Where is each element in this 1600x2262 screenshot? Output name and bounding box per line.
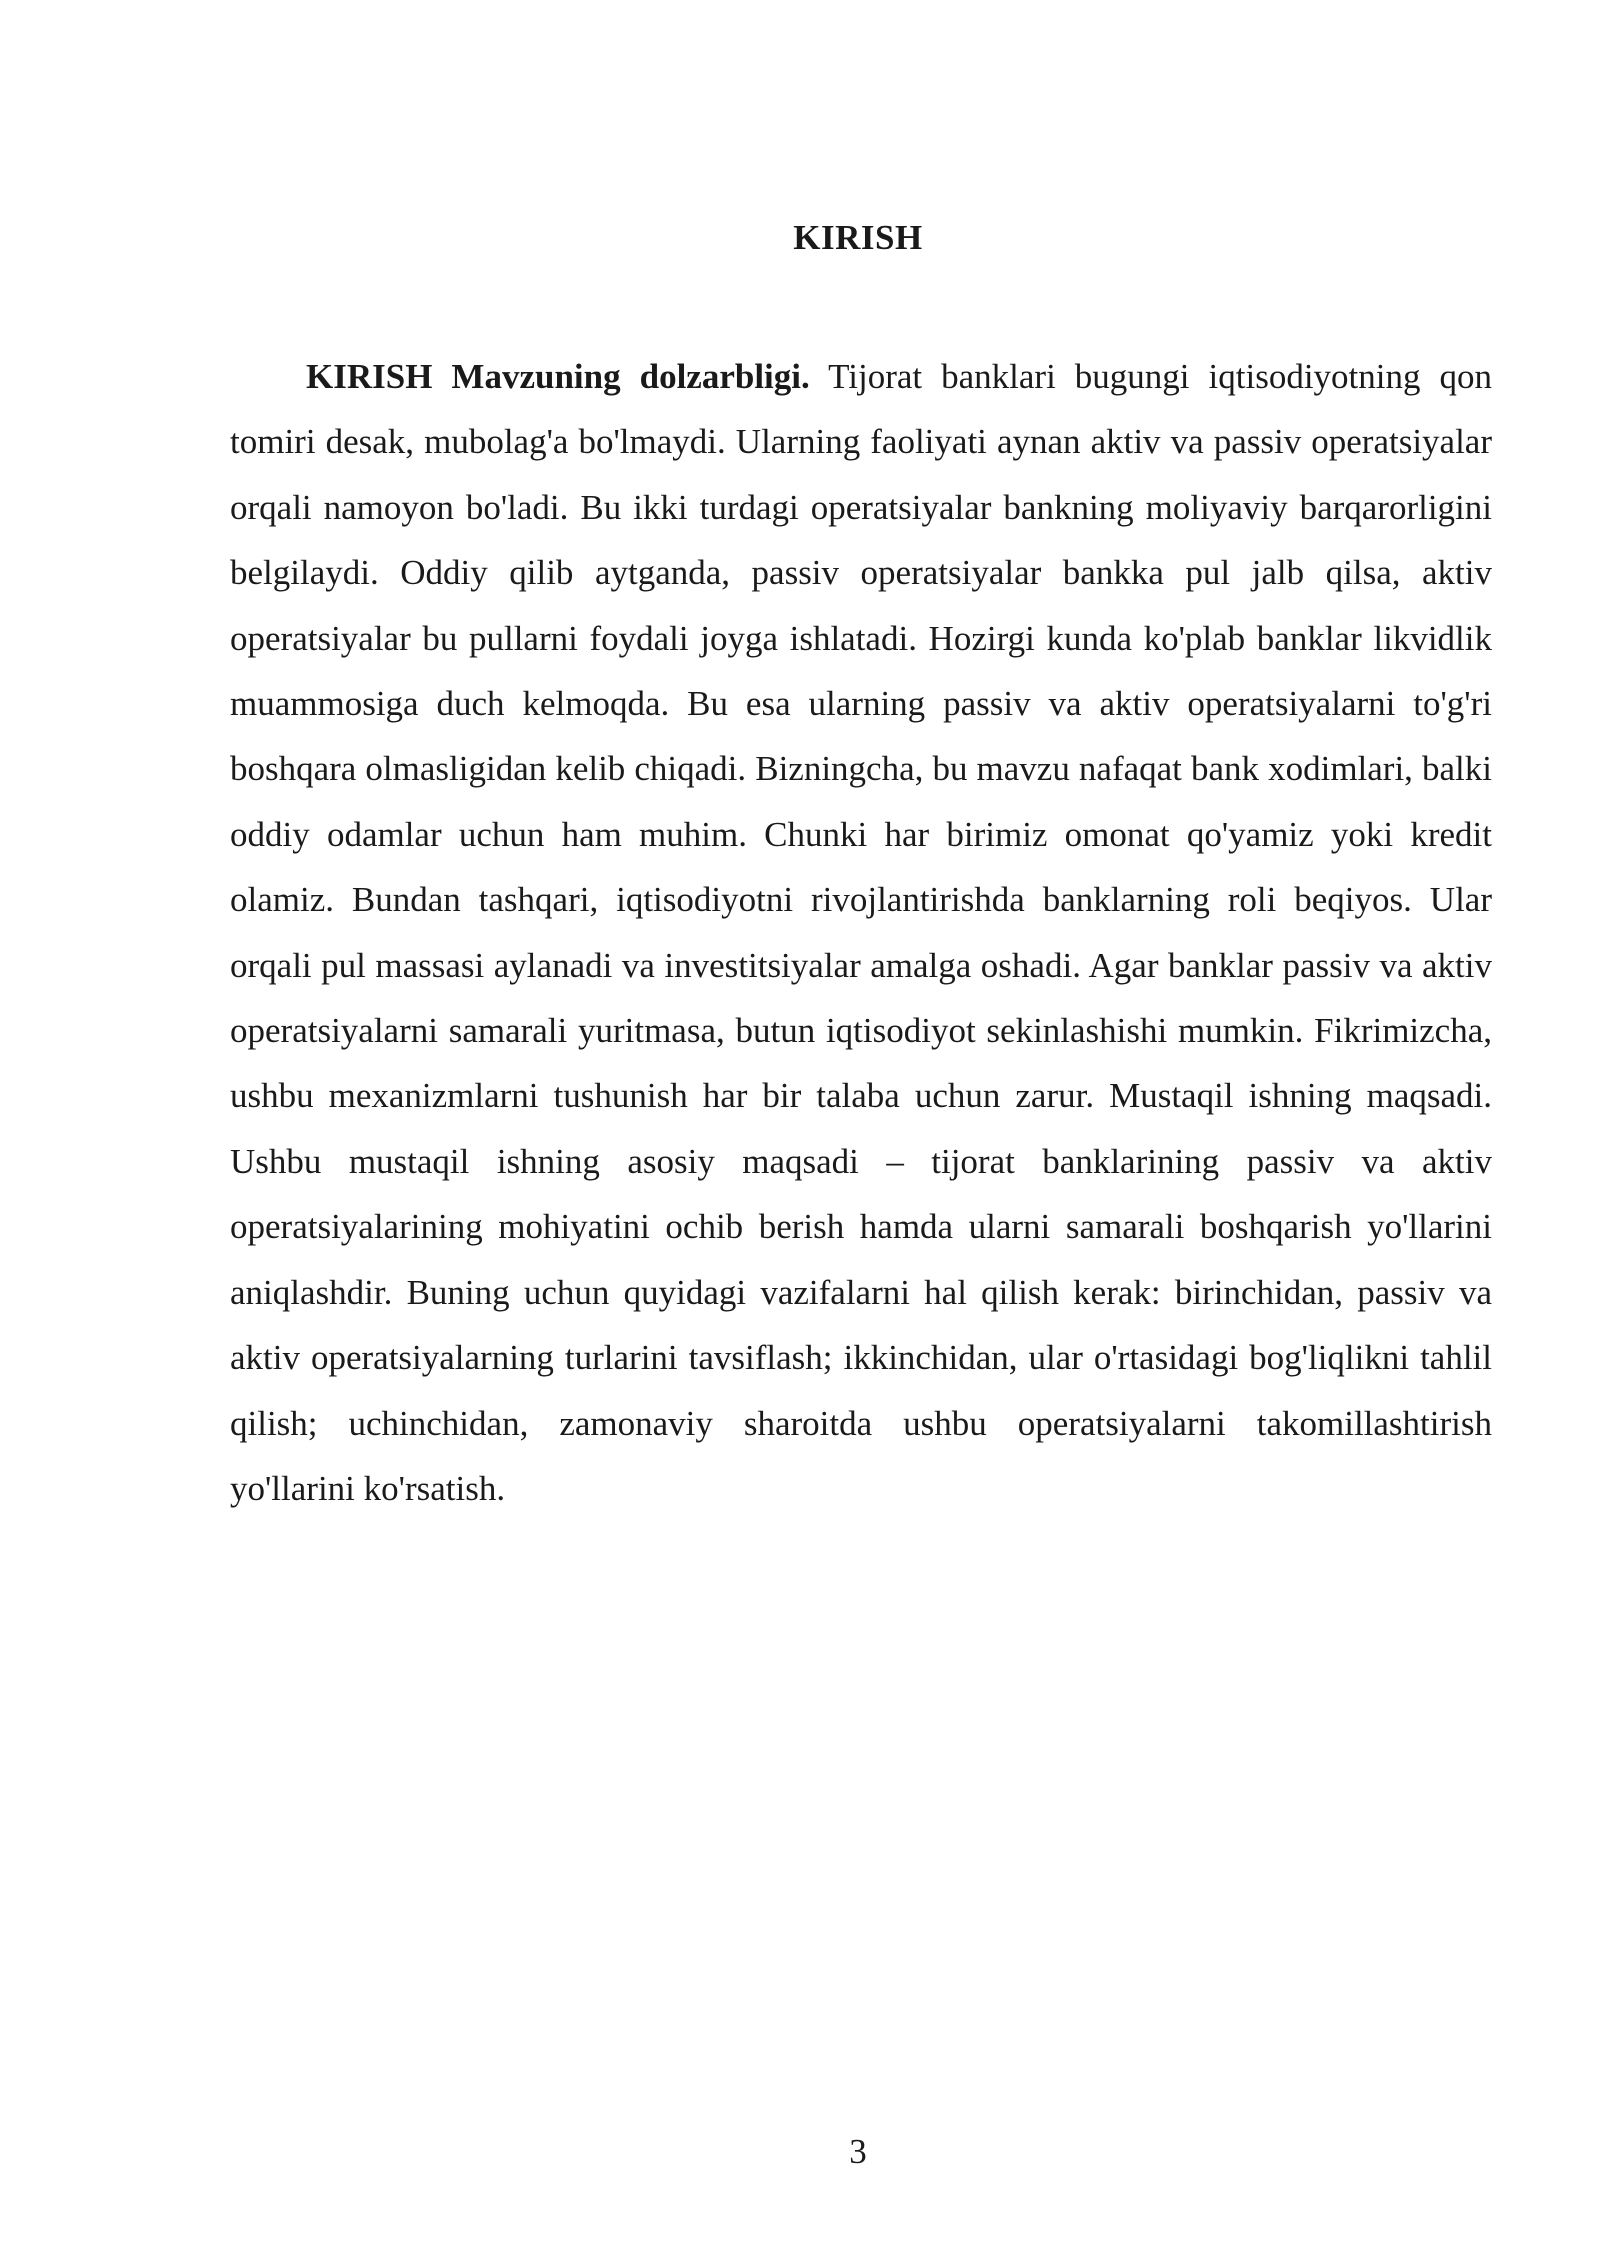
page-number: 3: [849, 2132, 867, 2171]
paragraph-text: Tijorat banklari bugungi iqtisodiyotning qon tomiri desak, mubolag'a bo'lmaydi. Ularning faoliyati aynan aktiv va passiv operatsiyalar orqali namoyon bo'ladi. Bu ikki turdagi operatsiyalar bankning moliyaviy barqarorligini belgilaydi. Oddiy qilib aytganda, passiv operatsiyalar bankka pul jalb qilsa, aktiv operatsiyalar bu pullarni foydali joyga ishlatadi. Hozirgi kunda ko'plab banklar likvidlik muammosiga duch kelmoqda. Bu esa ularning passiv va aktiv operatsiyalarni to'g'ri boshqara olmasligidan kelib chiqadi. Bizningcha, bu mavzu nafaqat bank xodimlari, balki oddiy odamlar uchun ham muhim. Chunki har birimiz omonat qo'yamiz yoki kredit olamiz. Bundan tashqari, iqtisodiyotni rivojlantirishda banklarning roli beqiyos. Ular orqali pul massasi aylanadi va investitsiyalar amalga oshadi. Agar banklar passiv va aktiv operatsiyalarni samarali yuritmasa, butun iqtisodiyot sekinlashishi mumkin. Fikrimizcha, ushbu mexanizmlarni tushunish har bir talaba uchun zarur. Mustaqil ishning maqsadi. Ushbu mustaqil ishning asosiy maqsadi – tijorat banklarining passiv va aktiv operatsiyalarining mohiyatini ochib berish hamda ularni samarali boshqarish yo'llarini aniqlashdir. Buning uchun quyidagi vazifalarni hal qilish kerak: birinchidan, passiv va aktiv operatsiyalarning turlarini tavsiflash; ikkinchidan, ular o'rtasidagi bog'liqlikni tahlil qilish; uchinchidan, zamonaviy sharoitda ushbu operatsiyalarni takomillashtirish yo'llarini ko'rsatish.: [230, 357, 1492, 1508]
page-title: KIRISH: [793, 218, 923, 257]
paragraph-lead: KIRISH Mavzuning dolzarbligi.: [306, 357, 810, 396]
body-paragraph: [230, 344, 1492, 1521]
